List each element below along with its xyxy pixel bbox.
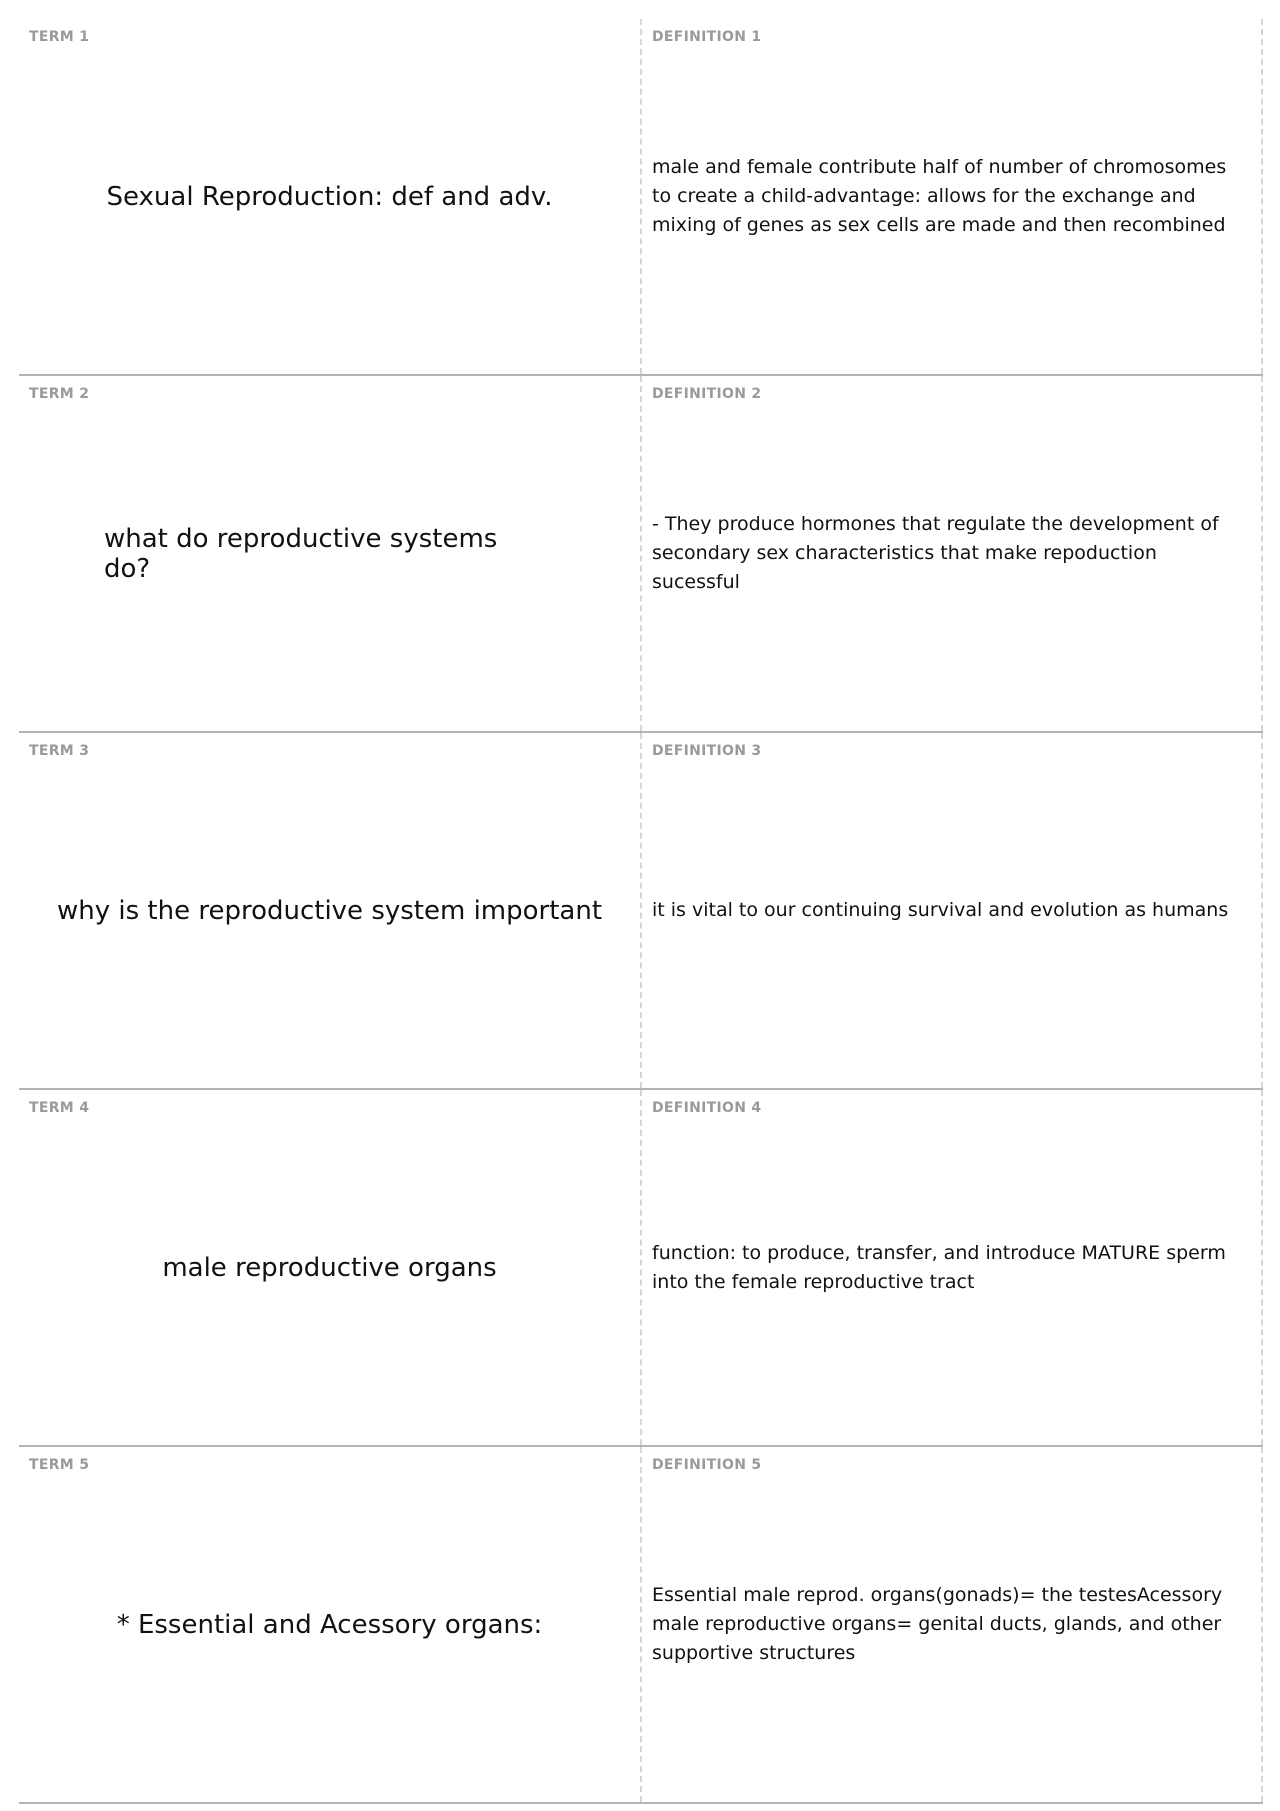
definition-cell-3: [642, 733, 1263, 1088]
flashcard-row-2: [19, 376, 1263, 733]
term-cell-3: [19, 733, 642, 1088]
term-label: TERM 1: [29, 29, 90, 45]
term-label: TERM 2: [29, 386, 90, 402]
definition-cell-1: [642, 19, 1263, 374]
term-cell-1: [19, 19, 642, 374]
definition-text: [652, 1090, 1249, 1445]
definition-cell-4: [642, 1090, 1263, 1445]
definition-cell-2: [642, 376, 1263, 731]
definition-label: DEFINITION 4: [652, 1100, 762, 1116]
term-text: male reproductive organs: [162, 1252, 497, 1283]
term-text: what do reproductive systems do?: [104, 523, 498, 584]
term-text: Sexual Reproduction: def and adv.: [106, 181, 553, 212]
term-cell-2: [19, 376, 642, 731]
flashcard-row-4: [19, 1090, 1263, 1447]
term-label: TERM 4: [29, 1100, 90, 1116]
flashcard-row-3: [19, 733, 1263, 1090]
definition-label: DEFINITION 1: [652, 29, 762, 45]
definition-text: [652, 1447, 1249, 1802]
term-cell-5: [19, 1447, 642, 1802]
flashcard-sheet: [19, 19, 1263, 1804]
definition-text-content: it is vital to our continuing survival and evolution as humans: [652, 899, 1229, 921]
term-text: why is the reproductive system important: [56, 895, 603, 926]
definition-cell-5: [642, 1447, 1263, 1802]
definition-text: [652, 733, 1249, 1088]
definition-text-content: - They produce hormones that regulate the development of secondary sex characteristics that make repoduction sucessful: [652, 513, 1219, 593]
definition-text-content: Essential male reprod. organs(gonads)= the testesAcessory male reproductive organs= genital ducts, glands, and other supportive structures: [652, 1584, 1223, 1664]
definition-text-content: function: to produce, transfer, and introduce MATURE sperm into the female reproductive tract: [652, 1241, 1226, 1293]
term-label: TERM 5: [29, 1457, 90, 1473]
flashcard-row-5: [19, 1447, 1263, 1804]
term-cell-4: [19, 1090, 642, 1445]
definition-label: DEFINITION 3: [652, 743, 762, 759]
definition-label: DEFINITION 5: [652, 1457, 762, 1473]
term-label: TERM 3: [29, 743, 90, 759]
definition-text-content: male and female contribute half of number of chromosomes to create a child-advantage: allows for the exchange and mixing of genes as sex cells are made and then recombined: [652, 156, 1227, 236]
flashcard-row-1: [19, 19, 1263, 376]
definition-label: DEFINITION 2: [652, 386, 762, 402]
term-text: * Essential and Acessory organs:: [116, 1609, 543, 1640]
definition-text: [652, 376, 1249, 731]
definition-text: [652, 19, 1249, 374]
